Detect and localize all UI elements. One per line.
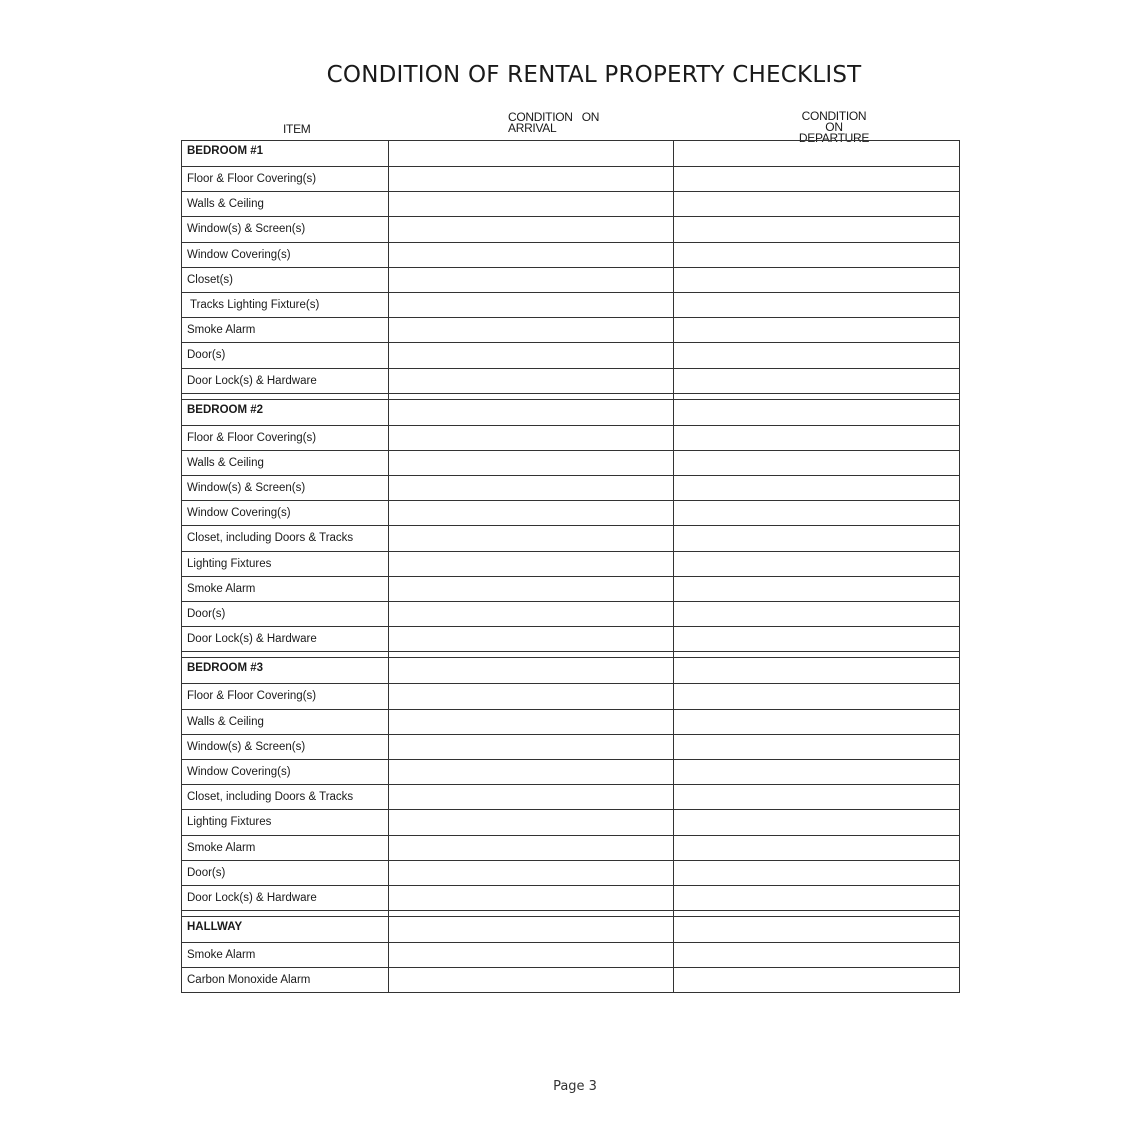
item-label: Tracks Lighting Fixture(s) — [182, 292, 389, 317]
arrival-cell[interactable] — [389, 292, 674, 317]
item-label: Walls & Ceiling — [182, 709, 389, 734]
table-row — [182, 835, 960, 860]
arrival-cell[interactable] — [389, 885, 674, 910]
departure-cell[interactable] — [674, 141, 960, 167]
departure-cell[interactable] — [674, 785, 960, 810]
item-label: Floor & Floor Covering(s) — [182, 167, 389, 192]
table-row — [182, 785, 960, 810]
departure-cell[interactable] — [674, 627, 960, 652]
table-row — [182, 318, 960, 343]
arrival-cell[interactable] — [389, 785, 674, 810]
table-row — [182, 943, 960, 968]
item-label: Lighting Fixtures — [182, 551, 389, 576]
arrival-cell[interactable] — [389, 501, 674, 526]
section-heading-row — [182, 917, 960, 943]
departure-cell[interactable] — [674, 885, 960, 910]
departure-cell[interactable] — [674, 810, 960, 835]
departure-cell[interactable] — [674, 526, 960, 551]
departure-cell[interactable] — [674, 318, 960, 343]
page-number: Page 3 — [553, 1079, 597, 1094]
item-label: Smoke Alarm — [182, 835, 389, 860]
table-row — [182, 860, 960, 885]
column-header-arrival — [508, 112, 618, 134]
table-row — [182, 217, 960, 242]
departure-cell[interactable] — [674, 917, 960, 943]
arrival-cell[interactable] — [389, 627, 674, 652]
table-row — [182, 343, 960, 368]
table-row — [182, 684, 960, 709]
arrival-cell[interactable] — [389, 141, 674, 167]
departure-cell[interactable] — [674, 450, 960, 475]
departure-cell[interactable] — [674, 267, 960, 292]
arrival-cell[interactable] — [389, 526, 674, 551]
table-row — [182, 810, 960, 835]
item-label: Door(s) — [182, 860, 389, 885]
item-label: Door Lock(s) & Hardware — [182, 885, 389, 910]
item-label: Lighting Fixtures — [182, 810, 389, 835]
arrival-cell[interactable] — [389, 267, 674, 292]
checklist-body — [182, 141, 960, 993]
item-label: Smoke Alarm — [182, 318, 389, 343]
item-label: Window(s) & Screen(s) — [182, 217, 389, 242]
item-label: Smoke Alarm — [182, 576, 389, 601]
departure-cell[interactable] — [674, 292, 960, 317]
departure-cell[interactable] — [674, 709, 960, 734]
item-label: Door Lock(s) & Hardware — [182, 627, 389, 652]
arrival-cell[interactable] — [389, 860, 674, 885]
section-heading: BEDROOM #3 — [182, 658, 389, 684]
arrival-cell[interactable] — [389, 343, 674, 368]
item-label: Smoke Alarm — [182, 943, 389, 968]
column-header-item: ITEM — [283, 122, 311, 136]
item-label: Carbon Monoxide Alarm — [182, 968, 389, 993]
page-title: CONDITION OF RENTAL PROPERTY CHECKLIST — [326, 62, 862, 88]
item-label: Window Covering(s) — [182, 242, 389, 267]
table-row — [182, 192, 960, 217]
column-header-departure-line2: ON DEPARTURE — [798, 120, 870, 145]
arrival-cell[interactable] — [389, 425, 674, 450]
table-row — [182, 242, 960, 267]
departure-cell[interactable] — [674, 734, 960, 759]
departure-cell[interactable] — [674, 217, 960, 242]
table-row — [182, 627, 960, 652]
arrival-cell[interactable] — [389, 450, 674, 475]
section-heading-row — [182, 399, 960, 425]
departure-cell[interactable] — [674, 684, 960, 709]
departure-cell[interactable] — [674, 860, 960, 885]
departure-cell[interactable] — [674, 425, 960, 450]
section-heading: BEDROOM #2 — [182, 399, 389, 425]
arrival-cell[interactable] — [389, 734, 674, 759]
arrival-cell[interactable] — [389, 917, 674, 943]
table-row — [182, 602, 960, 627]
departure-cell[interactable] — [674, 192, 960, 217]
arrival-cell[interactable] — [389, 658, 674, 684]
departure-cell[interactable] — [674, 835, 960, 860]
arrival-cell[interactable] — [389, 684, 674, 709]
departure-cell[interactable] — [674, 759, 960, 784]
arrival-cell[interactable] — [389, 551, 674, 576]
departure-cell[interactable] — [674, 968, 960, 993]
arrival-cell[interactable] — [389, 476, 674, 501]
section-heading-row — [182, 658, 960, 684]
item-label: Floor & Floor Covering(s) — [182, 425, 389, 450]
arrival-cell[interactable] — [389, 943, 674, 968]
table-row — [182, 267, 960, 292]
arrival-cell[interactable] — [389, 709, 674, 734]
column-header-arrival-line2: ARRIVAL — [508, 121, 557, 135]
checklist-table — [181, 140, 960, 993]
column-header-departure-line1: CONDITION — [801, 109, 867, 123]
item-label: Walls & Ceiling — [182, 192, 389, 217]
table-row — [182, 759, 960, 784]
item-label: Closet, including Doors & Tracks — [182, 526, 389, 551]
arrival-cell[interactable] — [389, 810, 674, 835]
table-row — [182, 709, 960, 734]
item-label: Walls & Ceiling — [182, 450, 389, 475]
arrival-cell[interactable] — [389, 576, 674, 601]
arrival-cell[interactable] — [389, 242, 674, 267]
arrival-cell[interactable] — [389, 602, 674, 627]
departure-cell[interactable] — [674, 242, 960, 267]
table-row — [182, 576, 960, 601]
item-label: Closet, including Doors & Tracks — [182, 785, 389, 810]
section-heading: BEDROOM #1 — [182, 141, 389, 167]
arrival-cell[interactable] — [389, 368, 674, 393]
item-label: Window Covering(s) — [182, 501, 389, 526]
table-row — [182, 167, 960, 192]
table-row — [182, 551, 960, 576]
table-row — [182, 501, 960, 526]
item-label: Door(s) — [182, 602, 389, 627]
item-label: Window(s) & Screen(s) — [182, 734, 389, 759]
item-label: Door(s) — [182, 343, 389, 368]
table-row — [182, 368, 960, 393]
arrival-cell[interactable] — [389, 759, 674, 784]
arrival-cell[interactable] — [389, 399, 674, 425]
table-row — [182, 292, 960, 317]
item-label: Closet(s) — [182, 267, 389, 292]
arrival-cell[interactable] — [389, 968, 674, 993]
departure-cell[interactable] — [674, 551, 960, 576]
departure-cell[interactable] — [674, 501, 960, 526]
item-label: Window(s) & Screen(s) — [182, 476, 389, 501]
section-heading: HALLWAY — [182, 917, 389, 943]
table-row — [182, 968, 960, 993]
arrival-cell[interactable] — [389, 318, 674, 343]
departure-cell[interactable] — [674, 658, 960, 684]
departure-cell[interactable] — [674, 576, 960, 601]
arrival-cell[interactable] — [389, 167, 674, 192]
departure-cell[interactable] — [674, 399, 960, 425]
column-header-arrival-line1: CONDITION ON — [508, 110, 600, 124]
departure-cell[interactable] — [674, 602, 960, 627]
departure-cell[interactable] — [674, 167, 960, 192]
table-row — [182, 885, 960, 910]
item-label: Window Covering(s) — [182, 759, 389, 784]
section-heading-row — [182, 141, 960, 167]
table-row — [182, 476, 960, 501]
table-row — [182, 734, 960, 759]
table-row — [182, 425, 960, 450]
item-label: Floor & Floor Covering(s) — [182, 684, 389, 709]
arrival-cell[interactable] — [389, 217, 674, 242]
departure-cell[interactable] — [674, 343, 960, 368]
arrival-cell[interactable] — [389, 835, 674, 860]
departure-cell[interactable] — [674, 476, 960, 501]
departure-cell[interactable] — [674, 943, 960, 968]
arrival-cell[interactable] — [389, 192, 674, 217]
item-label: Door Lock(s) & Hardware — [182, 368, 389, 393]
departure-cell[interactable] — [674, 368, 960, 393]
table-row — [182, 526, 960, 551]
table-row — [182, 450, 960, 475]
